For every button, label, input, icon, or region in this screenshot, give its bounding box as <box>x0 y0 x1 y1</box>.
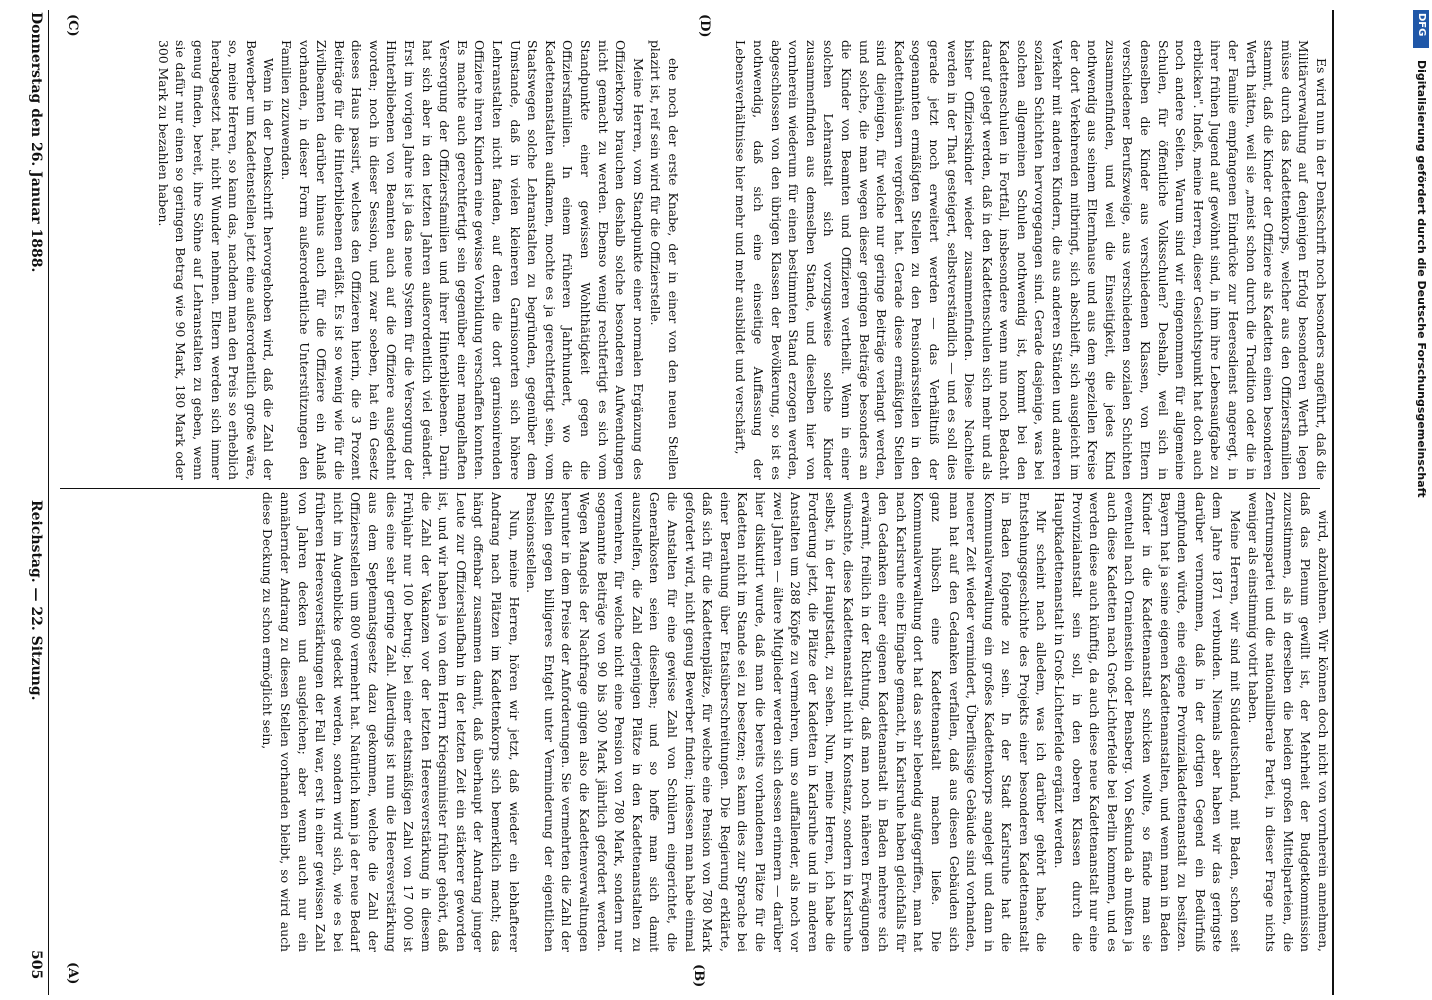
right-margin-rule <box>1332 10 1334 995</box>
paragraph: Meine Herren, vom Standpunkte einer normalen Ergänzung des Offizierkorps brauchen deshalb solche besonderen Aufwendungen nicht gemacht zu werden. Ebenso wenig rechtfertigt es sich vom Standpunkte einer gewissen Wohlthätigkeit gegen die Offiziersfamilien. In einem früheren Jahrhundert, wo die Kadettenanstalten aufkamen, mochte es ja gerechtfertigt sein, vom Staatswegen solche Lehranstalten zu begründen, gegenüber dem Umstande, daß in vielen kleineren Garnisonorten sich höhere Lehranstalten nicht fanden, auf denen die dort garnisonirenden Offiziere ihren Kindern eine gewisse Vorbildung verschaffen konnten. Es machte auch gerechtfertigt sein gegenüber einer mangelhaften Versorgung der Offiziersfamilien und ihrer Hinterbliebenen. Darin hat sich aber in den letzten Jahren außerordentlich viel geändert. Erst im vorigen Jahre ist ja das neue System für die Versorgung der Hinterbliebenen von Beamten auch auf die Offiziere ausgedehnt worden; noch in dieser Session, und zwar soeben, hat ein Gesetz dieses Haus passirt, welches den Offizieren hierin, die 3 Prozent Beiträge für die Hinterbliebenen erläßt. Es ist so wenig wie für die Zivilbeamten darüber hinaus auch für die Offiziere ein Anlaß vorhanden, in dieser Form außerordentliche Unterstützungen den Familien zuzuwenden. <box>278 40 646 480</box>
text-column-upper-b <box>690 40 1330 480</box>
paragraph: Wenn in der Denkschrift hervorgehoben wird, daß die Zahl der Bewerber um Kadettenstellen jetzt eine außerordentlich große wäre, so, meine Herren, so kann das, nachdem man den Preis so erheblich herabgesetzt hat, nicht Wunder nehmen. Eltern werden sich immer genug finden, bereit, ihre Söhne auf Lehranstalten zu geben, wenn sie dafür nur einen so geringen Betrag wie 90 Mark, 180 Mark oder 300 Mark zu bezahlen haben. <box>155 40 277 480</box>
margin-mark-c: (C) <box>65 14 80 37</box>
margin-mark-a: (A) <box>65 962 80 985</box>
header-right: Donnerstag den 26. Januar 1888. <box>28 12 44 273</box>
paragraph: Es wird nun in der Denkschrift noch besonders angeführt, daß die Militärverwaltung auf denjenigen Erfolg besonderen Werth legen müsse durch das Kadettenkorps, welcher aus den Offiziersfamilien stammt, daß die Kinder der Offiziere als Kadetten einen besonderen Werth hätten, weil sie „meist schon durch die Tradition oder die in der Familie empfangenen Eindrücke zur Heeresdienst angeregt, in ihrer frühen Jugend auf gewöhnt sind, in ihm ihre Lebensaufgabe zu erblicken". Indeß, meine Herren, dieser Gesichtspunkt hat doch auch noch andere Seiten. Warum sind wir eingenommen für allgemeine Schulen, für öffentliche Volksschulen? Deshalb, weil sich in denselben die Kinder aus verschiedenen Klassen, von Eltern verschiedener Berufszweige, aus verschiedenen sozialen Schichten zusammenfinden, und weil die Einseitigkeit, die jedes Kind nothwendig aus seinem Elternhause und aus dem speziellen Kreise der dort Verkehrenden mitbringt, sich abschleift, sich ausgleicht im Verkehr mit anderen Kindern, die aus anderen Ständen und anderen sozialen Schichten hervorgegangen sind. Gerade dasjenige, was bei solchen allgemeinen Schulen nothwendig ist, kommt bei den Kadettenschulen in Fortfall, insbesondere wenn nun noch Bedacht darauf gelegt werden, daß in den Kadettenschulen sich mehr und als bisher Offizierskinder wieder zusammenfinden. Diese Nachteile werden in der That gesteigert, selbstverständlich — und es soll dies gerade jetzt noch erweitert werden — das Verhältniß der sogenannten ermäßigten Stellen zu den Pensionärsstellen in den Kadettenhäusern vergrößert hat. Gerade diese ermäßigten Stellen sind diejenigen, für welche nur geringe Beiträge verlangt werden, und solche, die man wegen dieser geringen Beiträge besonders an die Kinder von Beamten und Offizieren vertheilt. Wenn in einer solchen Lehranstalt sich vorzugsweise solche Kinder zusammenfinden aus demselben Stande, und dieselben hier von vornherein wiederum für einen bestimmten Stand erzogen werden, abgeschlossen von den übrigen Klassen der Bevölkerung, so ist es nothwendig, daß sich eine einseitige Auffassung der Lebensverhältnisse hier mehr und mehr ausbildet und verschärft, <box>733 40 1329 480</box>
header-left: Reichstag. — 22. Sitzung. <box>28 500 44 701</box>
text-column-upper-a <box>62 40 682 480</box>
digitization-credit: Digitalisierung gefördert durch die Deutsche Forschungsgemeinschaft <box>1415 60 1428 498</box>
paragraph: Mir scheint nach alledem, was ich darüber gehört habe, die Entstehungsgeschichte des Projekts einer besonderen Kadettenanstalt in Baden folgende zu sein. In der Stadt Karlsruhe hat die Kommunalverwaltung ein großes Kadettenkorps angelegt und dann in neuerer Zeit wieder vermindert, Überflüssige Gebäude sind vorhanden, man hat auf den Gedanken verfallen, daß aus diesen Gebäuden sich ganz hübsch eine Kadettenanstalt machen ließe. Die Kommunalverwaltung dort hat das sehr lebendig aufgegriffen, man hat nach Karlsruhe eine Eingabe gemacht, in Karlsruhe haben gleichfalls für den Gedanken einer eigenen Kadettenanstalt in Baden mehrere sich erwärmt, freilich in der Richtung, daß man noch näheren Erwägungen wünschte, diese Kadettenanstalt nicht in Konstanz, sondern in Karlsruhe selbst, in der Hauptstadt, zu sehen. Nun, meine Herren, ich habe die Forderung jetzt, die Plätze der Kadetten in Karlsruhe und in anderen Anstalten um 288 Köpfe zu vermehren, um so auffallender, als noch vor zwei Jahren — ältere Mitglieder werden sich dessen erinnern — darüber hier diskutirt wurde, daß man die bereits vorhandenen Plätze für die Kadetten nicht im Stande sei zu besetzen; es kann dies zur Sprache bei einer Berathung über Etatsüberschreitungen. Die Regierung erklärte, daß sich für die Kadettenplätze, für welche eine Pension von 780 Mark gefordert wird, nicht genug Bewerber finden; indessen man habe einmal die Anstalten für eine gewisse Zahl von Schülern eingerichtet, die Generalkosten seien dieselben; und so hoffe man sich damit auszuhelfen, die Zahl derjenigen Plätze in den Kadettenanstalten zu vermehren, für welche nicht eine Pension von 780 Mark, sondern nur sogenannte Beiträge von 90 bis 300 Mark jährlich gefordert werden. Wegen Mangels der Nachfrage gingen also die Kadettenverwaltungen herunter in dem Preise der Anforderungen. Sie vermehrten die Zahl der Stellen gegen billigeres Entgelt unter Verminderung der eigentlichen Pensionsstellen. <box>524 492 1050 952</box>
paragraph: wird, abzulehnen. Wir können doch nicht von vornherein annehmen, daß das Plenum gewillt ist, der Mehrheit der Budgetkommission zuzustimmen, als in derselben die beiden großen Mittelparteien, die Zentrumspartei und die nationalliberale Partei, in dieser Frage nichts weniger als einstimmig votirt haben. <box>1245 492 1331 952</box>
paragraph: ehe noch der erste Knabe, der in einer von den neuen Stellen plazirt ist, reif sein wird für die Offizierstelle. <box>648 40 681 480</box>
page-number: 505 <box>28 950 44 980</box>
paragraph: Meine Herren, wir sind mit Süddeutschland, mit Baden, schon seit dem Jahre 1871 verbunden. Niemals aber haben wir das geringste darüber vernommen, daß in der dortigen Gegend ein Bedürfniß empfunden würde, eine eigene Provinzialkadettenanstalt zu besitzen. Bayern hat ja seine eigenen Kadettenanstalten, und wenn man in Baden Kinder in die Kadettenanstalt schicken wollte, so fände man sie eventuell nach Oranienstein oder Bensberg. Von Sekunda ab mußten ja auch diese Kadetten nach Groß-Lichterfelde bei Berlin kommen, und es werden diese auch künftig, da auch diese neue Kadettenanstalt nur eine Provinzialanstalt sein soll, in den oberen Klassen durch die Hauptkadettenanstalt in Groß-Lichterfelde ergänzt werden. <box>1052 492 1244 952</box>
column-divider <box>60 490 61 1000</box>
margin-mark-d: (D) <box>697 14 712 38</box>
header-rule <box>48 10 49 995</box>
dfg-logo <box>1413 10 1429 48</box>
text-column-lower <box>62 492 1332 952</box>
paragraph: Nun, meine Herren, hören wir jetzt, daß wieder ein lebhafterer Andrang nach Plätzen im Kadettenkorps sich bemerklich macht; das hängt offenbar zusammen damit, daß überhaupt der Andrang junger Leute zur Offizierslaufbahn in der letzten Zeit ein stärkerer geworden ist, und wir haben ja von dem Herrn Kriegsminister früher gehört, daß die Zahl der Vakanzen vor der letzten Heeresverstärkung in diesem Frühjahr nur 100 betrug; bei einer etatsmäßigen Zahl von 17 000 ist dies eine sehr geringe Zahl. Allerdings ist nun die Heeresverstärkung aus dem Septennatsgesetz dazu gekommen, welche die Zahl der Offiziersstellen um 800 vermehrt hat. Natürlich kann ja der neue Bedarf nicht im Augenblicke gedeckt werden, sondern wird sich, wie es bei früheren Heeresverstärkungen der Fall war, erst in einer gewissen Zahl von Jahren decken und ausgleichen; aber wenn auch nur ein annähernder Andrang zu diesen Stellen vorhanden bleibt, so wird auch diese Deckung zu schon ermöglicht sein, <box>260 492 522 952</box>
half-divider <box>60 488 1320 489</box>
column-left-body <box>259 492 1332 952</box>
margin-mark-b: (B) <box>691 964 706 988</box>
dfg-logo-text: DFG <box>1416 13 1427 37</box>
